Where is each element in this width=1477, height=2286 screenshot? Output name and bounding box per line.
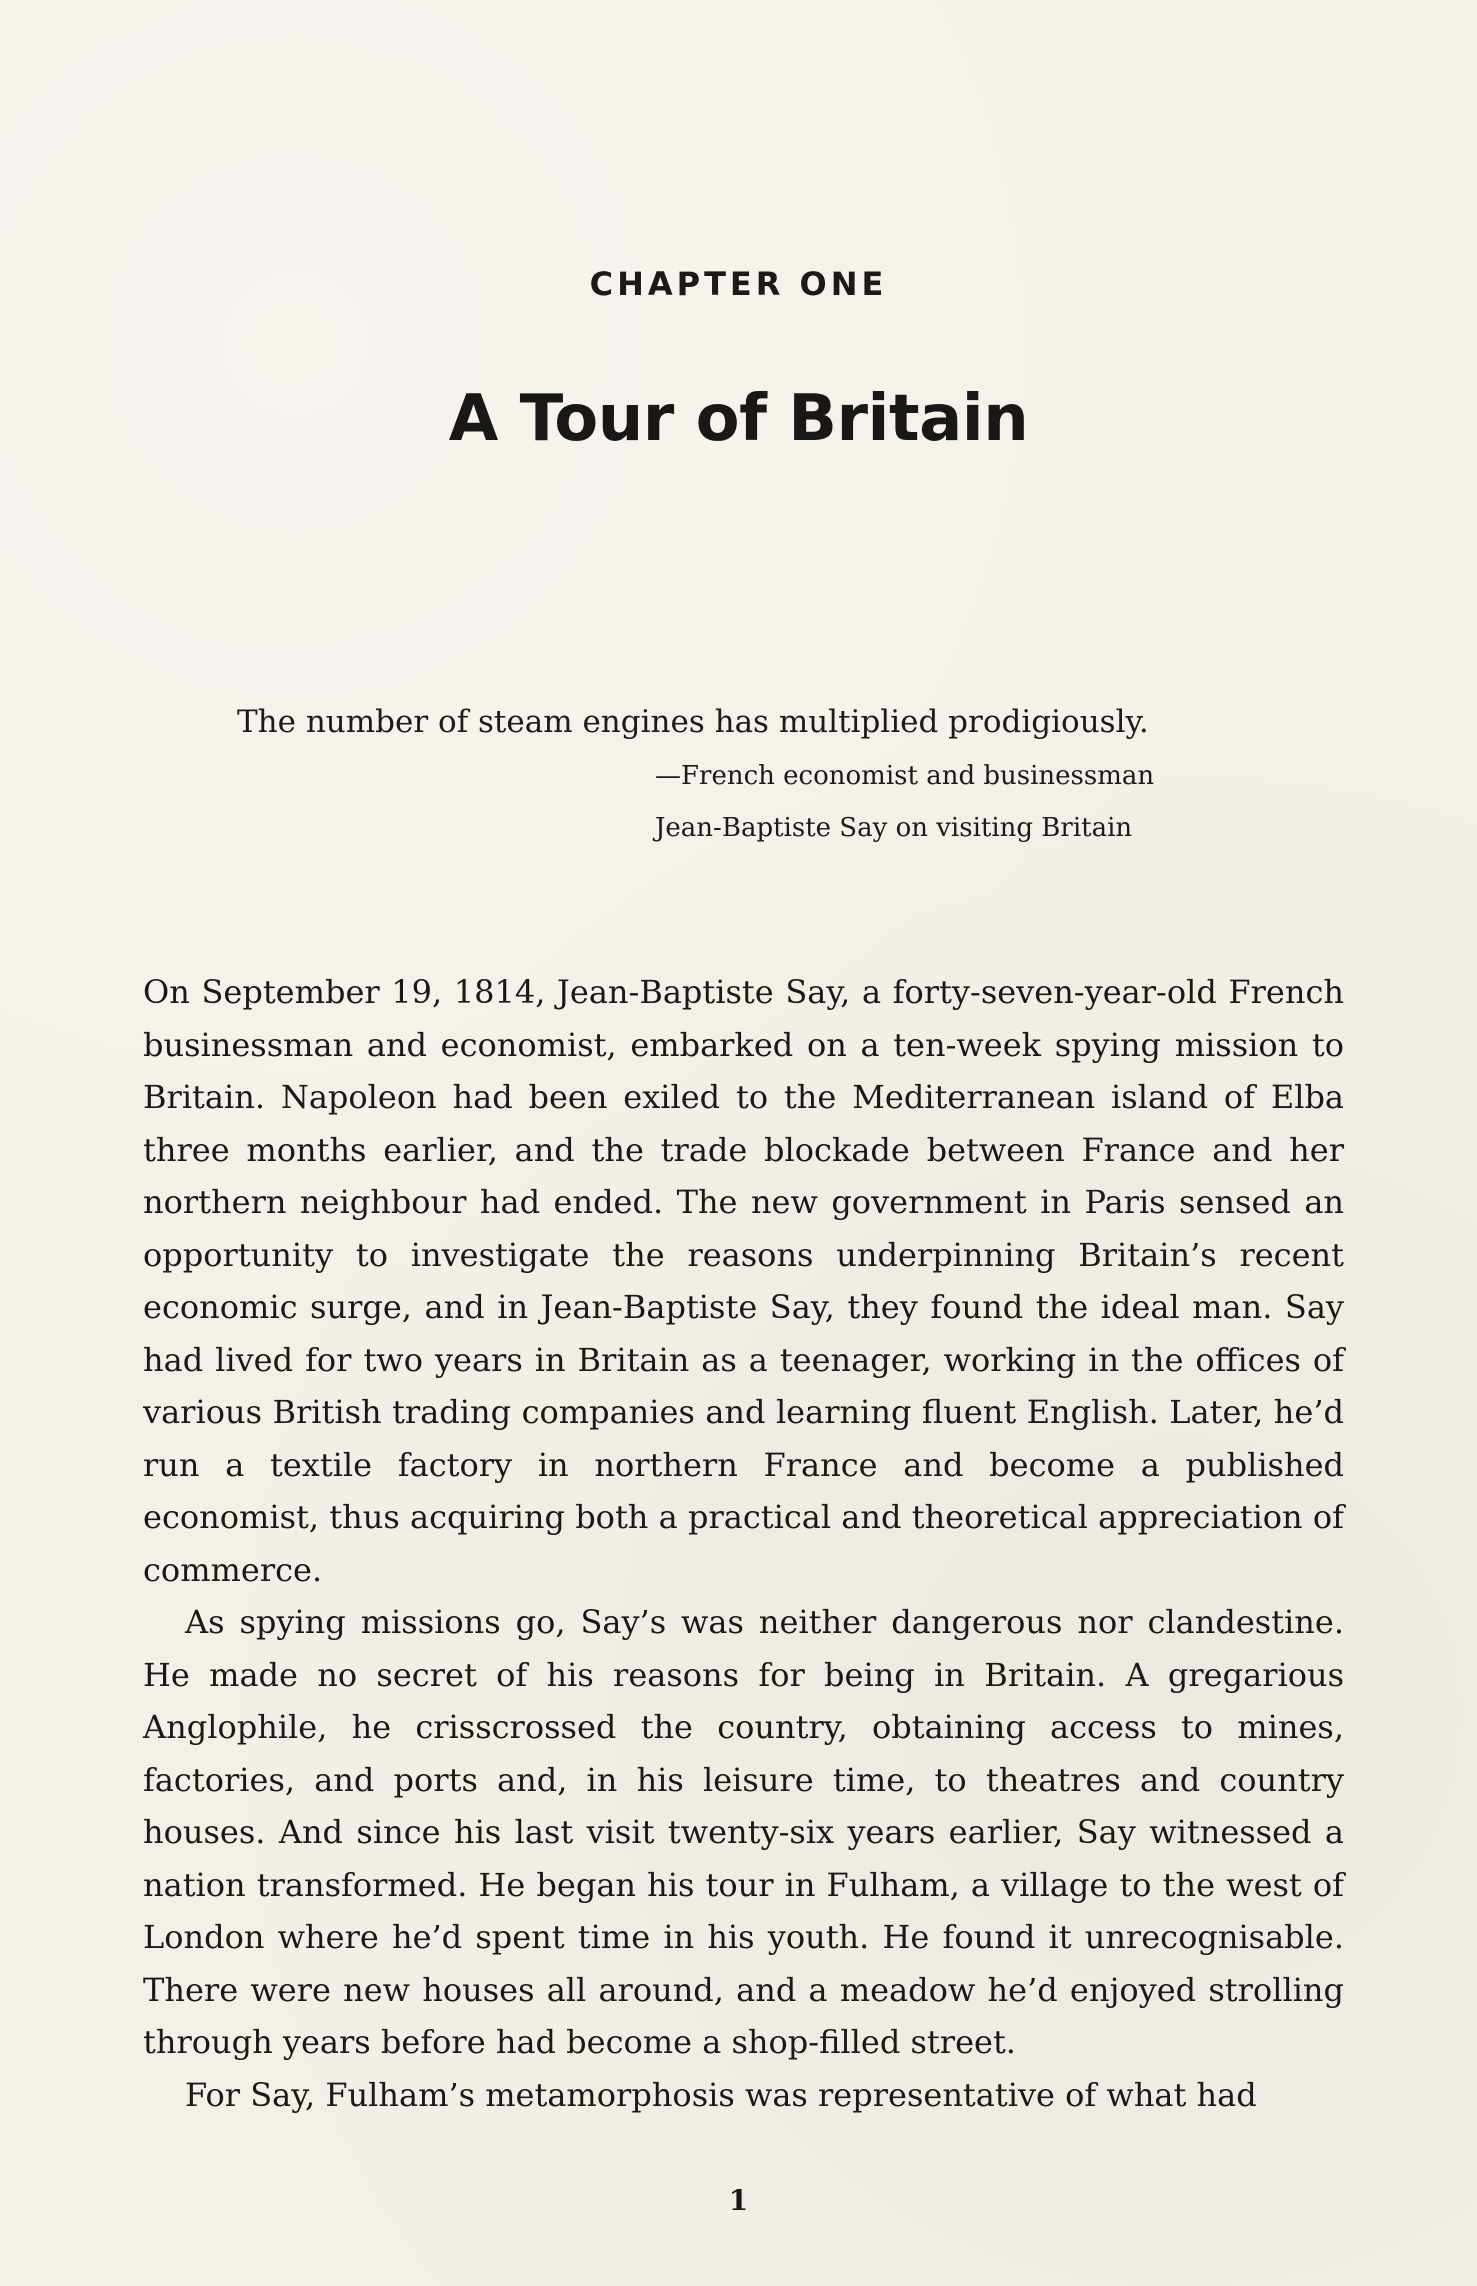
epigraph (237, 700, 1202, 854)
epigraph-attribution (237, 750, 1202, 854)
epigraph-quote: The number of steam engines has multiplied prodigiously. (237, 704, 1149, 740)
body-text (143, 966, 1344, 2121)
page-number: 1 (728, 2184, 749, 2217)
epigraph-attribution-line-1: —French economist and businessman (655, 761, 1155, 791)
chapter-title: A Tour of Britain (448, 382, 1029, 456)
body-paragraph-1: On September 19, 1814, Jean-Baptiste Say, a forty-seven-year-old French businessman and economist, embarked on a ten-week spying mission to Britain. Napoleon had been exiled to the Mediterranean island of Elba three months earlier, and the trade blockade between France and her northern neighbour had ended. The new government in Paris sensed an opportunity to investigate the reasons underpinning Britain’s recent economic surge, and in Jean-Baptiste Say, they found the ideal man. Say had lived for two years in Britain as a teenager, working in the offices of various British trading companies and learning fluent English. Later, he’d run a textile factory in northern France and become a published economist, thus acquiring both a practical and theoretical appreciation of commerce. (143, 973, 1344, 1589)
body-paragraph-2: As spying missions go, Say’s was neither dangerous nor clandestine. He made no secret of his reasons for being in Britain. A gregarious Anglophile, he crisscrossed the country, obtaining access to mines, factories, and ports and, in his leisure time, to theatres and country houses. And since his last visit twenty-six years earlier, Say witnessed a nation transformed. He began his tour in Fulham, a village to the west of London where he’d spent time in his youth. He found it unrecognisable. There were new houses all around, and a meadow he’d enjoyed strolling through years before had become a shop-filled street. (143, 1603, 1344, 2061)
body-paragraph-3: For Say, Fulham’s metamorphosis was representative of what had (185, 2075, 1257, 2114)
chapter-label: CHAPTER ONE (589, 265, 888, 303)
epigraph-attribution-line-2: Jean-Baptiste Say on visiting Britain (655, 813, 1133, 843)
